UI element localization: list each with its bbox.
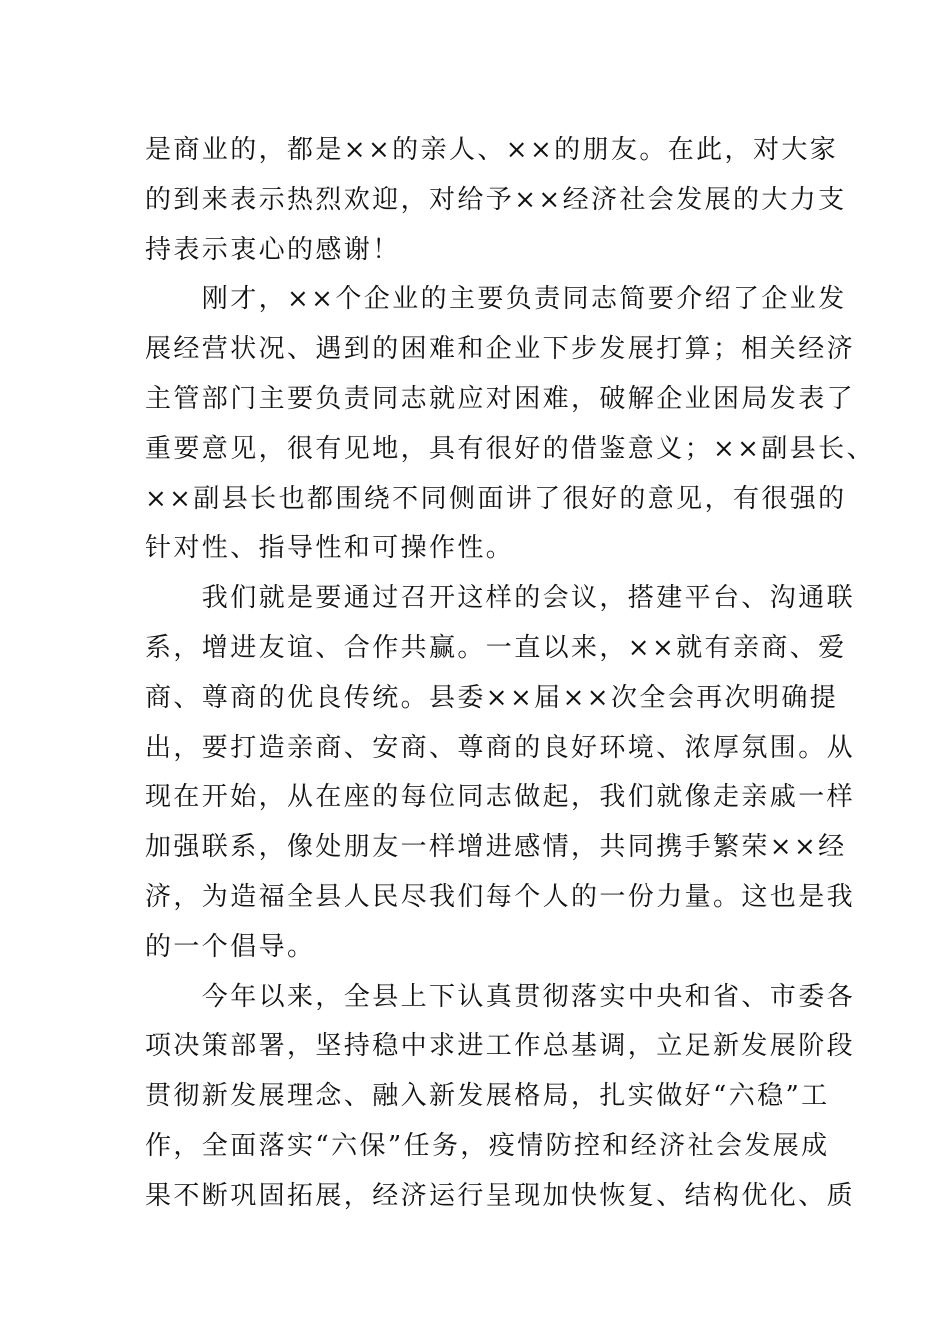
text-line: ××副县长也都围绕不同侧面讲了很好的意见，有很强的: [145, 483, 847, 514]
text-line: 我们就是要通过召开这样的会议，搭建平台、沟通联: [145, 583, 856, 614]
text-line: 项决策部署，坚持稳中求进工作总基调，立足新发展阶段: [145, 1031, 856, 1062]
text-line: 持表示衷心的感谢！: [145, 234, 401, 265]
text-line: 现在开始，从在座的每位同志做起，我们就像走亲戚一样: [145, 782, 856, 813]
text-line: 济，为造福全县人民尽我们每个人的一份力量。这也是我: [145, 881, 856, 912]
text-line: 主管部门主要负责同志就应对困难，破解企业困局发表了: [145, 383, 856, 414]
text-line: 的到来表示热烈欢迎，对给予××经济社会发展的大力支: [145, 184, 847, 215]
text-line: 贯彻新发展理念、融入新发展格局，扎实做好“六稳”工: [145, 1081, 830, 1112]
text-line: 刚才，××个企业的主要负责同志简要介绍了企业发: [145, 284, 847, 315]
document-body: [145, 126, 875, 1222]
text-line: 展经营状况、遇到的困难和企业下步发展打算；相关经济: [145, 334, 856, 365]
text-line: 果不断巩固拓展，经济运行呈现加快恢复、结构优化、质: [145, 1180, 856, 1211]
text-line: 重要意见，很有见地，具有很好的借鉴意义；××副县长、: [145, 433, 875, 464]
text-line: 是商业的，都是××的亲人、××的朋友。在此，对大家: [145, 135, 839, 165]
text-line: 商、尊商的优良传统。县委××届××次全会再次明确提: [145, 682, 839, 713]
text-line: 今年以来，全县上下认真贯彻落实中央和省、市委各: [145, 981, 856, 1012]
text-line: 作，全面落实“六保”任务，疫情防控和经济社会发展成: [145, 1130, 830, 1161]
text-line: 出，要打造亲商、安商、尊商的良好环境、浓厚氛围。从: [145, 732, 856, 763]
text-line: 系，增进友谊、合作共赢。一直以来，××就有亲商、爱: [145, 632, 847, 663]
text-line: 针对性、指导性和可操作性。: [145, 533, 515, 564]
text-line: 的一个倡导。: [145, 931, 316, 962]
text-line: 加强联系，像处朋友一样增进感情，共同携手繁荣××经: [145, 832, 847, 863]
